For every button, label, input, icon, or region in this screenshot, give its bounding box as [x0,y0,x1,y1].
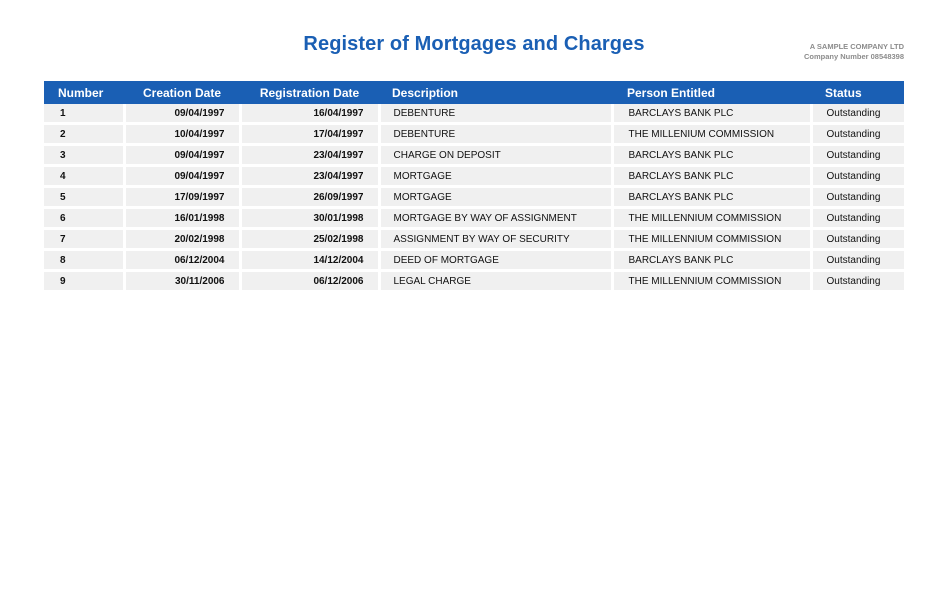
cell-number: 5 [44,187,124,208]
page-title: Register of Mortgages and Charges [303,33,645,55]
cell-description: MORTGAGE [379,187,612,208]
cell-registration-date: 17/04/1997 [240,124,379,145]
table-row [44,104,904,124]
cell-registration-date: 06/12/2006 [240,271,379,292]
cell-number: 3 [44,145,124,166]
cell-creation-date: 09/04/1997 [124,104,240,124]
cell-person-entitled: BARCLAYS BANK PLC [612,104,811,124]
header-description: Description [379,81,612,104]
table-row [44,145,904,166]
cell-registration-date: 26/09/1997 [240,187,379,208]
table-body [44,104,904,292]
cell-status: Outstanding [811,187,904,208]
header-status: Status [811,81,904,104]
cell-description: DEED OF MORTGAGE [379,250,612,271]
cell-status: Outstanding [811,145,904,166]
cell-number: 7 [44,229,124,250]
cell-creation-date: 06/12/2004 [124,250,240,271]
cell-status: Outstanding [811,104,904,124]
table-row [44,271,904,292]
cell-person-entitled: THE MILLENNIUM COMMISSION [612,229,811,250]
cell-status: Outstanding [811,166,904,187]
table-header [44,81,904,104]
cell-number: 9 [44,271,124,292]
header-row [44,81,904,104]
table-row [44,208,904,229]
cell-registration-date: 16/04/1997 [240,104,379,124]
cell-number: 1 [44,104,124,124]
cell-number: 6 [44,208,124,229]
cell-creation-date: 16/01/1998 [124,208,240,229]
cell-status: Outstanding [811,271,904,292]
cell-creation-date: 30/11/2006 [124,271,240,292]
mortgages-register-table [44,81,904,293]
cell-status: Outstanding [811,208,904,229]
cell-person-entitled: BARCLAYS BANK PLC [612,166,811,187]
header-person-entitled: Person Entitled [612,81,811,104]
cell-registration-date: 23/04/1997 [240,145,379,166]
cell-registration-date: 14/12/2004 [240,250,379,271]
cell-creation-date: 17/09/1997 [124,187,240,208]
cell-description: DEBENTURE [379,124,612,145]
cell-registration-date: 25/02/1998 [240,229,379,250]
cell-status: Outstanding [811,250,904,271]
cell-description: MORTGAGE [379,166,612,187]
cell-person-entitled: THE MILLENNIUM COMMISSION [612,271,811,292]
cell-registration-date: 30/01/1998 [240,208,379,229]
cell-creation-date: 10/04/1997 [124,124,240,145]
cell-registration-date: 23/04/1997 [240,166,379,187]
cell-number: 8 [44,250,124,271]
company-info [804,42,904,62]
cell-creation-date: 20/02/1998 [124,229,240,250]
cell-person-entitled: BARCLAYS BANK PLC [612,250,811,271]
cell-creation-date: 09/04/1997 [124,145,240,166]
table-row [44,124,904,145]
header-registration-date: Registration Date [240,81,379,104]
table-row [44,229,904,250]
header-creation-date: Creation Date [124,81,240,104]
company-number: Company Number 08548398 [803,52,904,61]
cell-person-entitled: BARCLAYS BANK PLC [612,145,811,166]
cell-number: 2 [44,124,124,145]
table-row [44,166,904,187]
cell-description: ASSIGNMENT BY WAY OF SECURITY [379,229,612,250]
cell-person-entitled: BARCLAYS BANK PLC [612,187,811,208]
cell-description: MORTGAGE BY WAY OF ASSIGNMENT [379,208,612,229]
cell-person-entitled: THE MILLENIUM COMMISSION [612,124,811,145]
cell-creation-date: 09/04/1997 [124,166,240,187]
cell-description: CHARGE ON DEPOSIT [379,145,612,166]
header-number: Number [44,81,124,104]
cell-person-entitled: THE MILLENNIUM COMMISSION [612,208,811,229]
table-row [44,250,904,271]
cell-number: 4 [44,166,124,187]
table-row [44,187,904,208]
cell-status: Outstanding [811,229,904,250]
cell-description: DEBENTURE [379,104,612,124]
cell-description: LEGAL CHARGE [379,271,612,292]
cell-status: Outstanding [811,124,904,145]
company-name: A SAMPLE COMPANY LTD [809,42,904,51]
